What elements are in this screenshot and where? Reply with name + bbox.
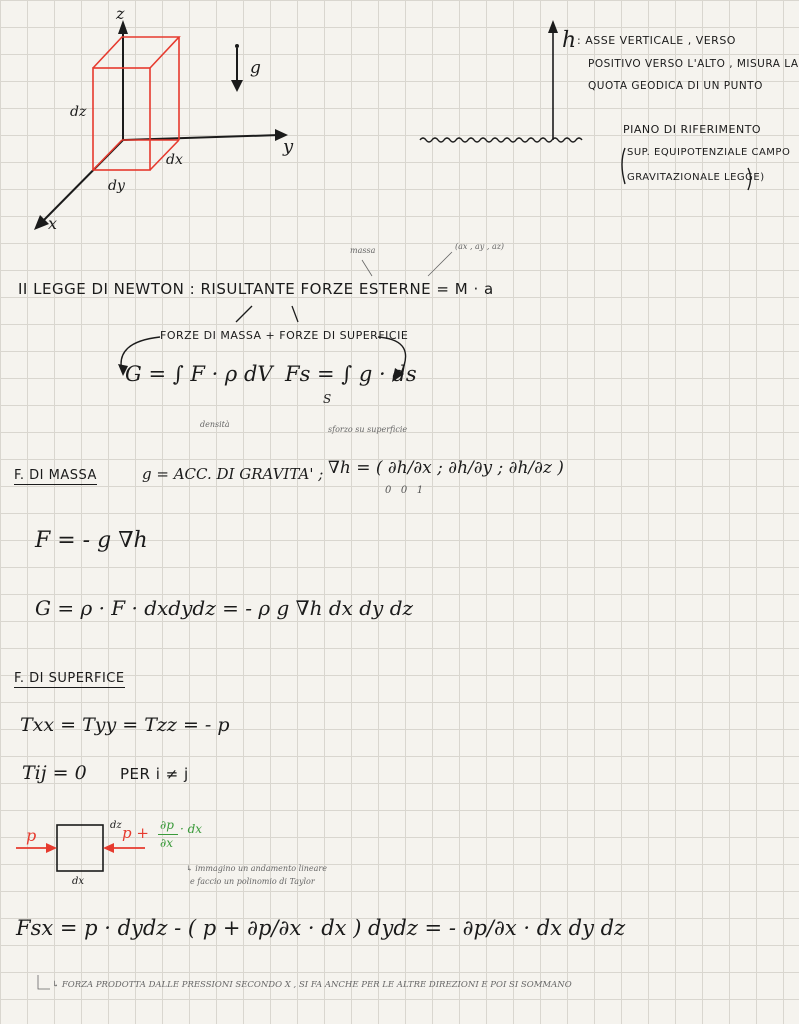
box-dz-label: dz <box>110 820 122 831</box>
mass-forces-title: F. DI MASSA <box>14 468 97 483</box>
dp-top: ∂p <box>160 818 174 832</box>
mass-force-integral: G = ∫ F · ρ dV <box>125 362 273 386</box>
surface-forces-title: F. DI SUPERFICE <box>14 671 125 686</box>
h-label: h <box>562 28 577 53</box>
pressure-left-label: p <box>26 826 37 845</box>
annot-massa: massa <box>350 246 376 255</box>
h-note-line2: POSITIVO VERSO L'ALTO , MISURA LA <box>588 58 799 70</box>
taylor-note-line2: e faccio un polinomio di Taylor <box>190 877 315 886</box>
density-note: densità <box>200 420 230 429</box>
surface-subscript: S <box>323 392 332 406</box>
newton-law: II LEGGE DI NEWTON : RISULTANTE FORZE ESTERNE = M · a <box>18 280 494 298</box>
normal-stress-eq: Txx = Tyy = Tzz = - p <box>20 714 230 736</box>
gradient-h: ∇h = ( ∂h/∂x ; ∂h/∂y ; ∂h/∂z ) <box>328 458 564 478</box>
x-label: x <box>48 214 58 233</box>
gravity-definition: g = ACC. DI GRAVITA' ; <box>142 465 324 483</box>
surface-force-integral: Fs = ∫ g · ds <box>285 362 417 386</box>
dx-label: dx <box>166 152 183 168</box>
dx-bottom: ∂x <box>160 836 173 850</box>
dz-label: dz <box>70 104 87 120</box>
y-label: y <box>283 136 294 157</box>
dy-label: dy <box>108 178 125 194</box>
dx-multiplier: · dx <box>180 822 203 836</box>
forces-split: FORZE DI MASSA + FORZE DI SUPERFICIE <box>160 329 409 342</box>
h-note-line1: : ASSE VERTICALE , VERSO <box>577 34 736 47</box>
force-per-mass-eq: F = - g ∇h <box>35 528 148 553</box>
annot-acceleration: (ax , ay , az) <box>455 242 505 251</box>
taylor-note-line1: ↳ immagino un andamento lineare <box>186 864 327 873</box>
shear-condition: PER i ≠ j <box>120 765 189 783</box>
plane-note-line1: PIANO DI RIFERIMENTO <box>623 123 762 136</box>
plane-note-line2: SUP. EQUIPOTENZIALE CAMPO <box>627 147 791 158</box>
reference-plane-line <box>420 138 582 142</box>
gradient-values: 0 0 1 <box>385 485 424 496</box>
box-dx-label: dx <box>72 876 85 887</box>
surface-force-x-eq: Fsx = p · dydz - ( p + ∂p/∂x · dx ) dydz = - ∂p/∂x · dx dy dz <box>16 916 626 940</box>
volume-element-cube <box>93 37 179 170</box>
plane-note-line3: GRAVITAZIONALE LEGGE) <box>627 172 765 183</box>
z-label: z <box>116 4 125 23</box>
pressure-right-label: p + <box>122 824 149 842</box>
shear-stress-eq: Tij = 0 <box>22 762 87 784</box>
bottom-note: ↳ FORZA PRODOTTA DALLE PRESSIONI SECONDO X , SI FA ANCHE PER LE ALTRE DIREZIONI E POI SI SOMMANO <box>52 980 572 990</box>
mass-force-eq: G = ρ · F · dxdydz = - ρ g ∇h dx dy dz <box>35 596 414 620</box>
g-vector-label: g <box>250 58 261 78</box>
surface-element-box <box>57 825 103 871</box>
surface-stress-note: sforzo su superficie <box>328 425 408 434</box>
dp-fraction-bar <box>158 834 178 835</box>
h-note-line3: QUOTA GEODICA DI UN PUNTO <box>588 80 763 92</box>
